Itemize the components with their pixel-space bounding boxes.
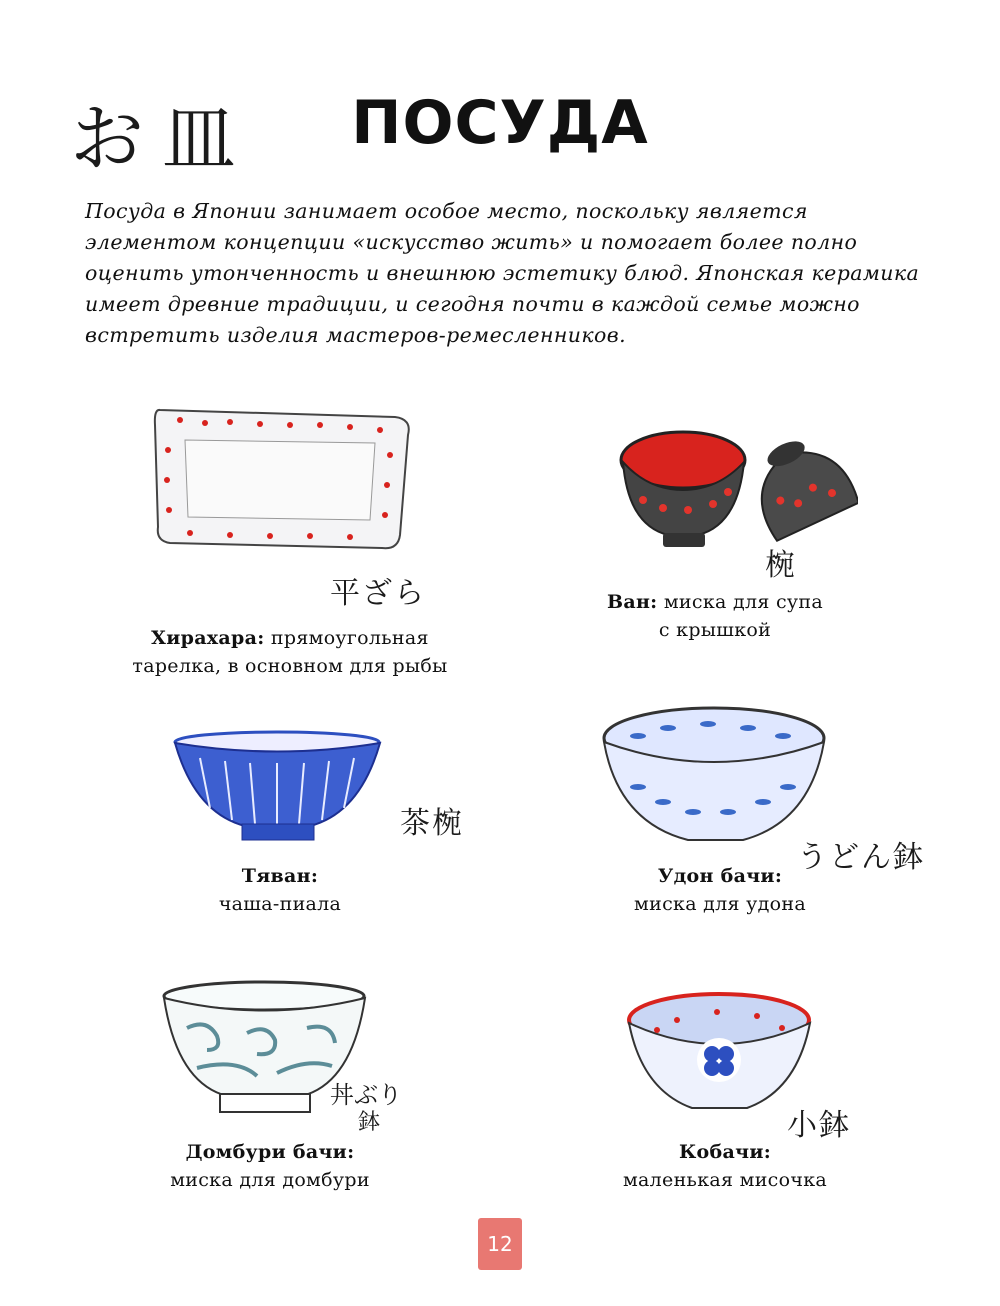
item-caption [560, 588, 870, 644]
item-name: Домбури бачи: [185, 1141, 355, 1163]
tea-bowl-illustration [170, 728, 385, 848]
item-jp-label: 小鉢 [787, 1108, 851, 1143]
udon-bowl-illustration [598, 702, 830, 852]
japanese-title: お皿 [70, 96, 254, 182]
soup-bowl-with-lid-illustration [618, 420, 858, 555]
item-desc-line2: тарелка, в основном для рыбы [132, 655, 448, 677]
item-desc: прямоугольная [270, 627, 429, 649]
item-caption [90, 624, 490, 680]
item-jp-label: 茶椀 [400, 806, 464, 841]
item-desc: миска для супа [663, 591, 823, 613]
item-jp-label: 平ざら [330, 576, 426, 611]
page-number-badge: 12 [478, 1218, 522, 1270]
page-title: ПОСУДА [351, 88, 649, 158]
item-desc: чаша-пиала [218, 893, 342, 915]
item-desc: миска для домбури [170, 1169, 370, 1191]
item-name: Хирахара: [151, 627, 265, 649]
item-name: Удон бачи: [657, 865, 783, 887]
item-name: Кобачи: [678, 1141, 772, 1163]
item-caption [130, 862, 430, 918]
item-desc-line2: с крышкой [658, 619, 772, 641]
item-desc: маленькая мисочка [622, 1169, 828, 1191]
item-caption [570, 862, 870, 918]
item-name: Ван: [607, 591, 658, 613]
intro-paragraph: Посуда в Японии занимает особое место, поскольку является элементом концепции «искусство жить» и помогает более полно оценить утонченность и внешнюю эстетику блюд. Японская керамика имеет древние традиции, и сегодня почти в каждой семье можно встретить изделия мастеров-ремесленников. [85, 199, 920, 347]
item-jp-label: 椀 [765, 548, 797, 583]
item-jp-label: 丼ぶり [330, 1081, 402, 1109]
item-caption [120, 1138, 420, 1194]
item-caption [575, 1138, 875, 1194]
item-name: Тяван: [241, 865, 319, 887]
item-jp-label-line2: 鉢 [358, 1110, 381, 1135]
item-jp-label: うどん鉢 [797, 840, 925, 875]
item-desc: миска для удона [634, 893, 806, 915]
rectangular-plate-illustration [150, 405, 415, 555]
